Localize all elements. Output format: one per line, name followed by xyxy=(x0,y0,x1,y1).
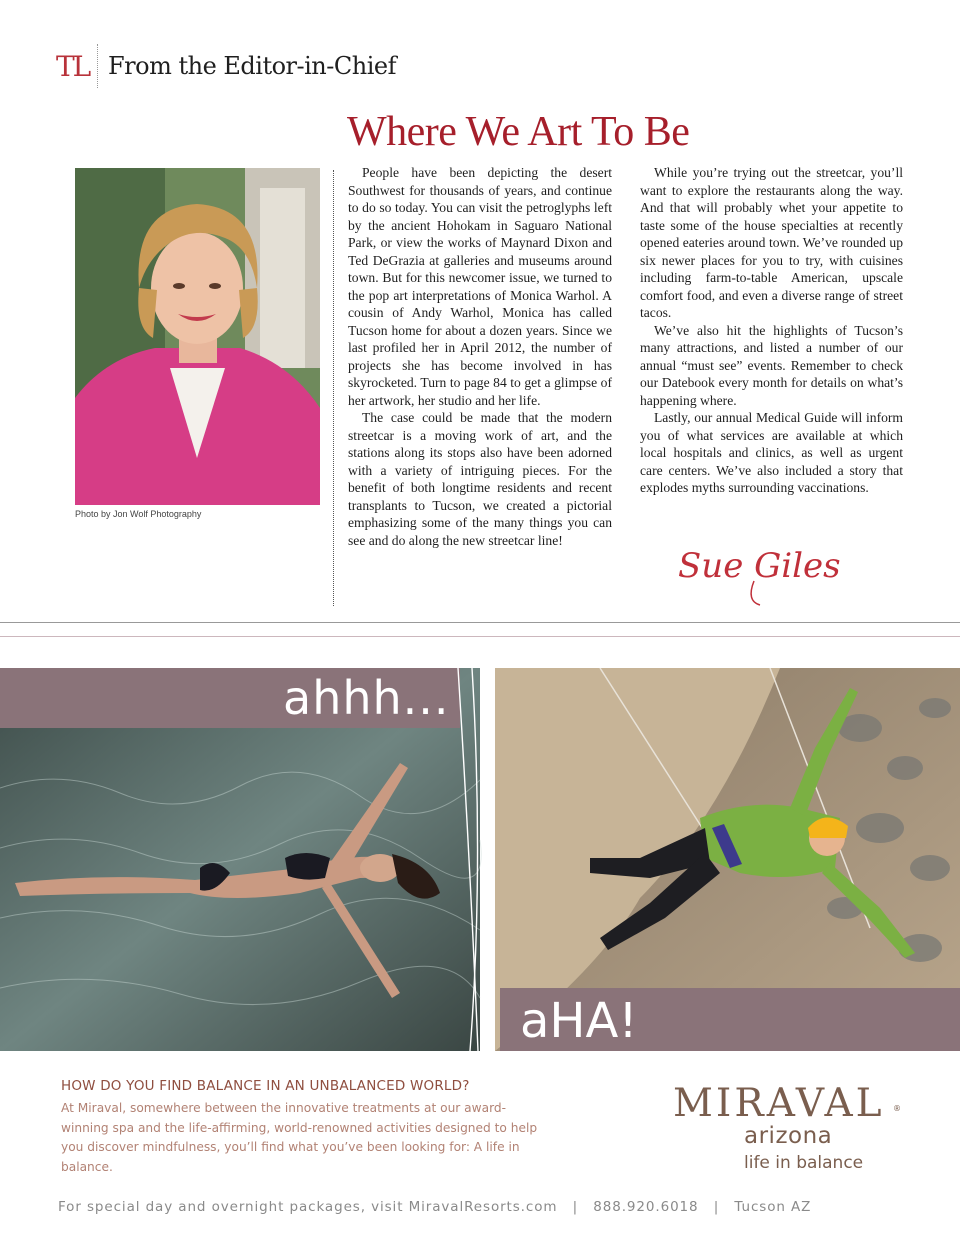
article-column-1 xyxy=(348,164,612,549)
ad-photo-collage xyxy=(0,668,960,1051)
footer-packages-text: For special day and overnight packages, visit MiravalResorts.com xyxy=(58,1199,558,1215)
footer-phone: 888.920.6018 xyxy=(593,1199,699,1215)
photo-credit: Photo by Jon Wolf Photography xyxy=(75,509,202,519)
editor-signature xyxy=(676,535,856,609)
ad-footer xyxy=(58,1199,811,1215)
page-divider xyxy=(0,636,960,637)
section-title: From the Editor-in-Chief xyxy=(108,52,396,80)
paragraph: We’ve also hit the highlights of Tucson’s many attractions, and listed a number of our annual “must see” events. Remember to check our Datebook every month for details on what’s happening where. xyxy=(640,322,903,408)
column-divider xyxy=(333,170,334,606)
signature-text: Sue Giles xyxy=(678,546,841,586)
paragraph: The case could be made that the modern streetcar is a moving work of art, and the stations along its stops also have been adorned with a variety of intriguing pieces. For the benefit of both longtime residents and recent transplants to Tucson, we created a pictorial emphasizing some of the many things you can see and do along the new streetcar line! xyxy=(348,410,612,548)
footer-separator: | xyxy=(572,1199,579,1215)
registered-mark: ® xyxy=(893,1104,901,1113)
ad-tagline-ahhh: ahhh... xyxy=(283,671,450,725)
ad-tagline-aha: aHA! xyxy=(520,993,638,1049)
editor-portrait xyxy=(75,168,320,505)
footer-city: Tucson AZ xyxy=(734,1199,812,1215)
page-divider xyxy=(0,622,960,623)
article-title: Where We Art To Be xyxy=(347,109,690,155)
miraval-tagline: life in balance xyxy=(744,1153,864,1173)
footer-separator: | xyxy=(713,1199,720,1215)
header-divider xyxy=(97,44,99,88)
miraval-logo: MIRAVAL xyxy=(673,1081,885,1126)
ad-headline: HOW DO YOU FIND BALANCE IN AN UNBALANCED WORLD? xyxy=(61,1078,470,1094)
miraval-location: arizona xyxy=(744,1123,833,1149)
paragraph: People have been depicting the desert Southwest for thousands of years, and continue to do so today. You can visit the petroglyphs left by the ancient Hohokam in Saguaro National Park, or view the works of Maynard Dixon and Ted DeGrazia at galleries and museums around town. But for this newcomer issue, we turned to the pop art interpretations of Monica Warhol. A cousin of Andy Warhol, Monica has called Tucson home for about a dozen years. Since we last profiled her in April 2012, the number of projects she has become involved in has skyrocketed. Turn to page 84 to get a glimpse of her artwork, her studio and her life. xyxy=(348,165,612,408)
ad-body-text: At Miraval, somewhere between the innovative treatments at our award-winning spa and the life-affirming, world-renowned activities designed to help you discover mindfulness, you’ll find what you’ve been looking for: A life in balance. xyxy=(61,1101,538,1174)
paragraph: Lastly, our annual Medical Guide will inform you of what services are available at which local hospitals and clinics, as well as urgent care centers. We’ve also included a story that explodes myths surrounding vaccinations. xyxy=(640,410,903,495)
article-column-2 xyxy=(640,164,903,497)
magazine-logo: TL xyxy=(56,50,90,83)
paragraph: While you’re trying out the streetcar, you’ll want to explore the restaurants along the way. And that will probably whet your appetite to taste some of the house specialties at recently opened eateries around town. We’ve rounded up six newer places for you to try, with cuisines including farm-to-table American, upscale comfort food, and even a diverse range of street tacos. xyxy=(640,165,903,320)
